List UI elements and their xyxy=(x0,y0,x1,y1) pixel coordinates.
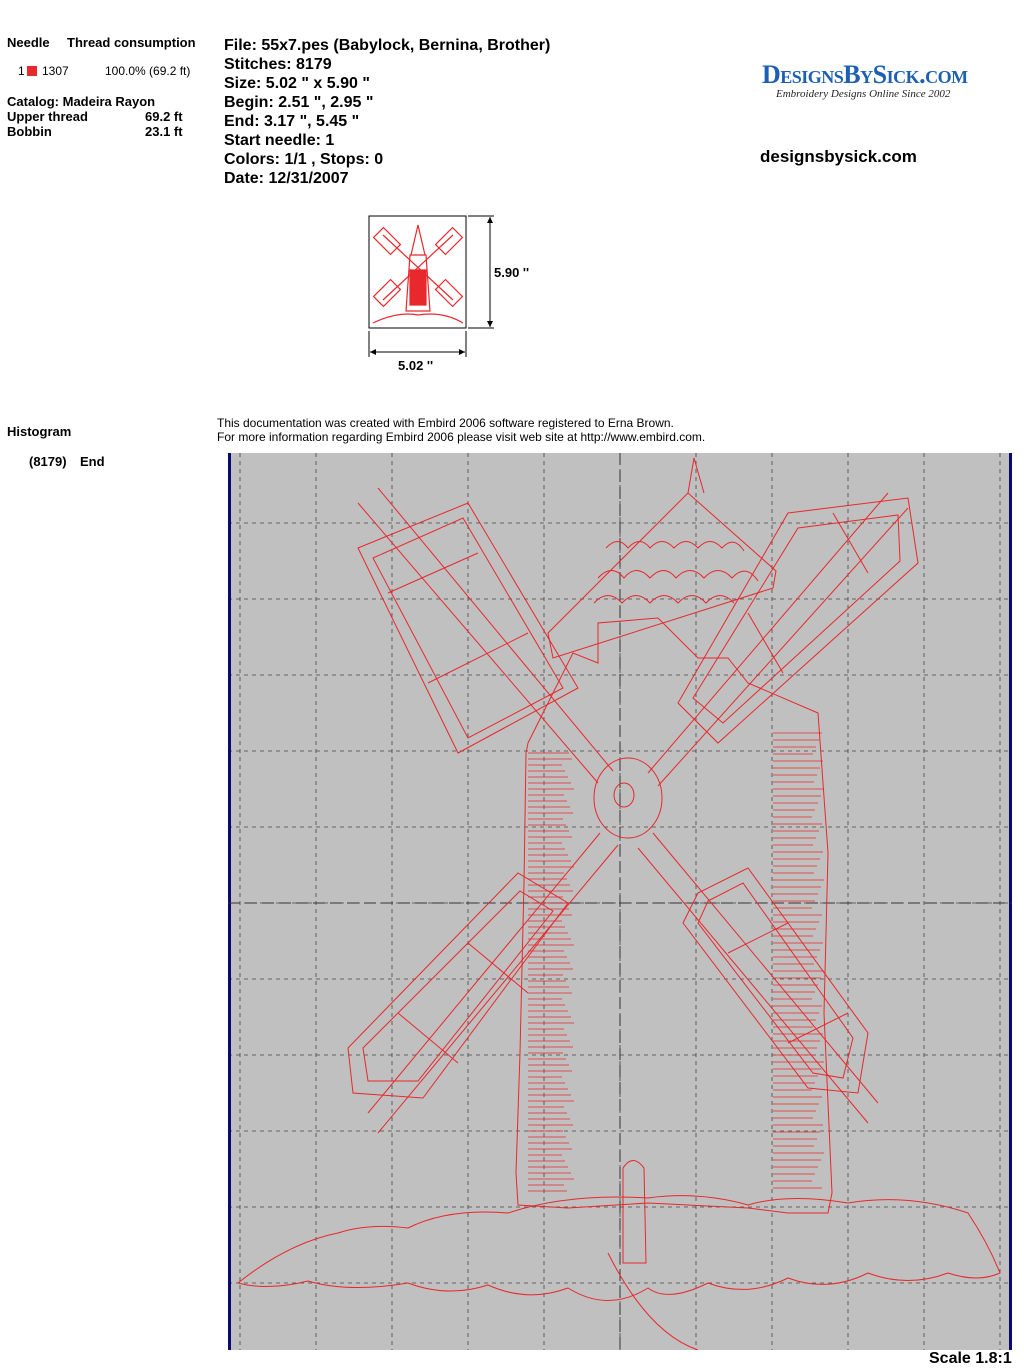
height-dimension-label: 5.90 '' xyxy=(494,265,530,280)
needle-number: 1 xyxy=(18,64,25,78)
upper-thread-value: 69.2 ft xyxy=(145,109,183,124)
thread-color-swatch xyxy=(27,66,37,76)
thread-row xyxy=(7,64,217,80)
design-canvas xyxy=(228,453,1012,1350)
start-needle: Start needle: 1 xyxy=(224,132,335,149)
brand-url[interactable]: designsbysick.com xyxy=(760,147,917,166)
histogram-entry-count: (8179) xyxy=(29,454,67,469)
design-size: Size: 5.02 " x 5.90 " xyxy=(224,75,370,92)
bobbin-label: Bobbin xyxy=(7,124,52,139)
brand-logo: DesignsBySick.com xyxy=(762,60,968,89)
begin-point: Begin: 2.51 ", 2.95 " xyxy=(224,94,374,111)
width-dimension-label: 5.02 '' xyxy=(398,358,434,373)
scale-label: Scale 1.8:1 xyxy=(929,1350,1012,1367)
bobbin-value: 23.1 ft xyxy=(145,124,183,139)
upper-thread-label: Upper thread xyxy=(7,109,88,124)
thread-code: 1307 xyxy=(42,64,69,78)
end-point: End: 3.17 ", 5.45 " xyxy=(224,113,360,130)
credits-line-2: For more information regarding Embird 2006 please visit web site at http://www.embird.com. xyxy=(217,430,706,444)
design-thumbnail xyxy=(368,215,538,375)
stitch-count: Stitches: 8179 xyxy=(224,56,332,73)
histogram-title: Histogram xyxy=(7,424,72,439)
colors-stops: Colors: 1/1 , Stops: 0 xyxy=(224,151,384,168)
credits-line-1: This documentation was created with Embird 2006 software registered to Erna Brown. xyxy=(217,416,674,430)
brand-tagline: Embroidery Designs Online Since 2002 xyxy=(776,88,951,100)
thread-consumption-header: Thread consumption xyxy=(67,35,196,50)
design-date: Date: 12/31/2007 xyxy=(224,170,349,187)
needle-header: Needle xyxy=(7,35,50,50)
catalog-label: Catalog: Madeira Rayon xyxy=(7,94,156,109)
file-name: File: 55x7.pes (Babylock, Bernina, Brother) xyxy=(224,37,551,54)
thread-percent: 100.0% (69.2 ft) xyxy=(105,64,191,78)
credits xyxy=(217,416,705,444)
histogram-entry-label: End xyxy=(80,454,105,469)
file-info-block xyxy=(224,36,550,188)
